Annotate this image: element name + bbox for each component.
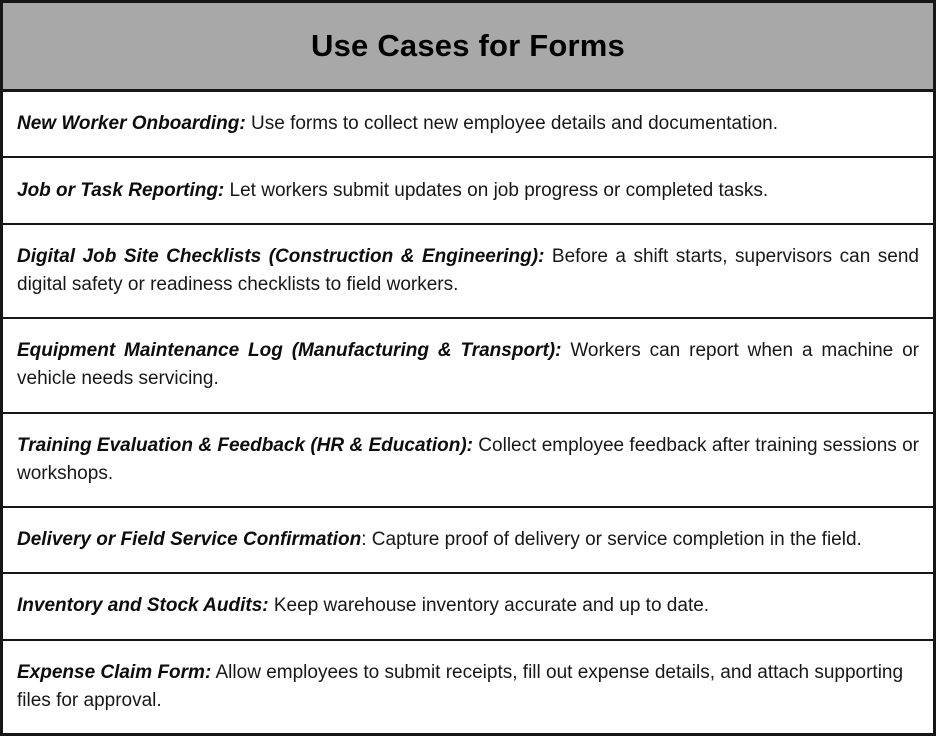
use-case-text [17, 592, 919, 620]
use-case-description: Keep warehouse inventory accurate and up to date. [268, 595, 710, 617]
table-title: Use Cases for Forms [311, 28, 625, 63]
use-case-label: Digital Job Site Checklists (Construction & Engineering): [17, 245, 545, 267]
use-case-description: Allow employees to submit receipts, fill out expense details, and attach supporting files for approval. [17, 661, 904, 711]
use-case-label: Expense Claim Form: [17, 661, 212, 683]
use-case-row-task-reporting [3, 156, 933, 222]
table-header [3, 3, 933, 92]
use-case-row-delivery-confirmation [3, 506, 933, 572]
use-case-label: Delivery or Field Service Confirmation [17, 529, 362, 551]
use-case-description: : Capture proof of delivery or service completion in the field. [361, 529, 862, 551]
use-case-text [17, 110, 919, 138]
use-case-row-training-feedback [3, 412, 933, 506]
use-case-description: Use forms to collect new employee details and documentation. [245, 113, 779, 135]
use-case-description: Collect employee feedback after training sessions or workshops. [17, 434, 919, 484]
use-case-text [17, 659, 919, 715]
use-case-label: Training Evaluation & Feedback (HR & Education): [17, 434, 473, 456]
use-case-row-inventory-audits [3, 572, 933, 638]
use-case-text [17, 337, 919, 393]
use-case-text [17, 526, 919, 554]
use-case-description: Let workers submit updates on job progress or completed tasks. [224, 179, 769, 201]
use-case-text [17, 177, 919, 205]
use-case-row-maintenance-log [3, 317, 933, 411]
use-case-text [17, 243, 919, 299]
use-case-description: Before a shift starts, supervisors can send digital safety or readiness checklists to field workers. [17, 245, 919, 295]
use-case-label: Equipment Maintenance Log (Manufacturing & Transport): [17, 340, 562, 362]
use-case-label: Job or Task Reporting: [17, 179, 225, 201]
use-case-label: Inventory and Stock Audits: [17, 595, 269, 617]
use-case-row-expense-claim [3, 639, 933, 733]
use-case-label: New Worker Onboarding: [17, 113, 246, 135]
use-case-row-checklists [3, 223, 933, 317]
use-case-row-onboarding [3, 92, 933, 156]
use-case-description: Workers can report when a machine or vehicle needs servicing. [17, 340, 919, 390]
use-case-text [17, 432, 919, 488]
